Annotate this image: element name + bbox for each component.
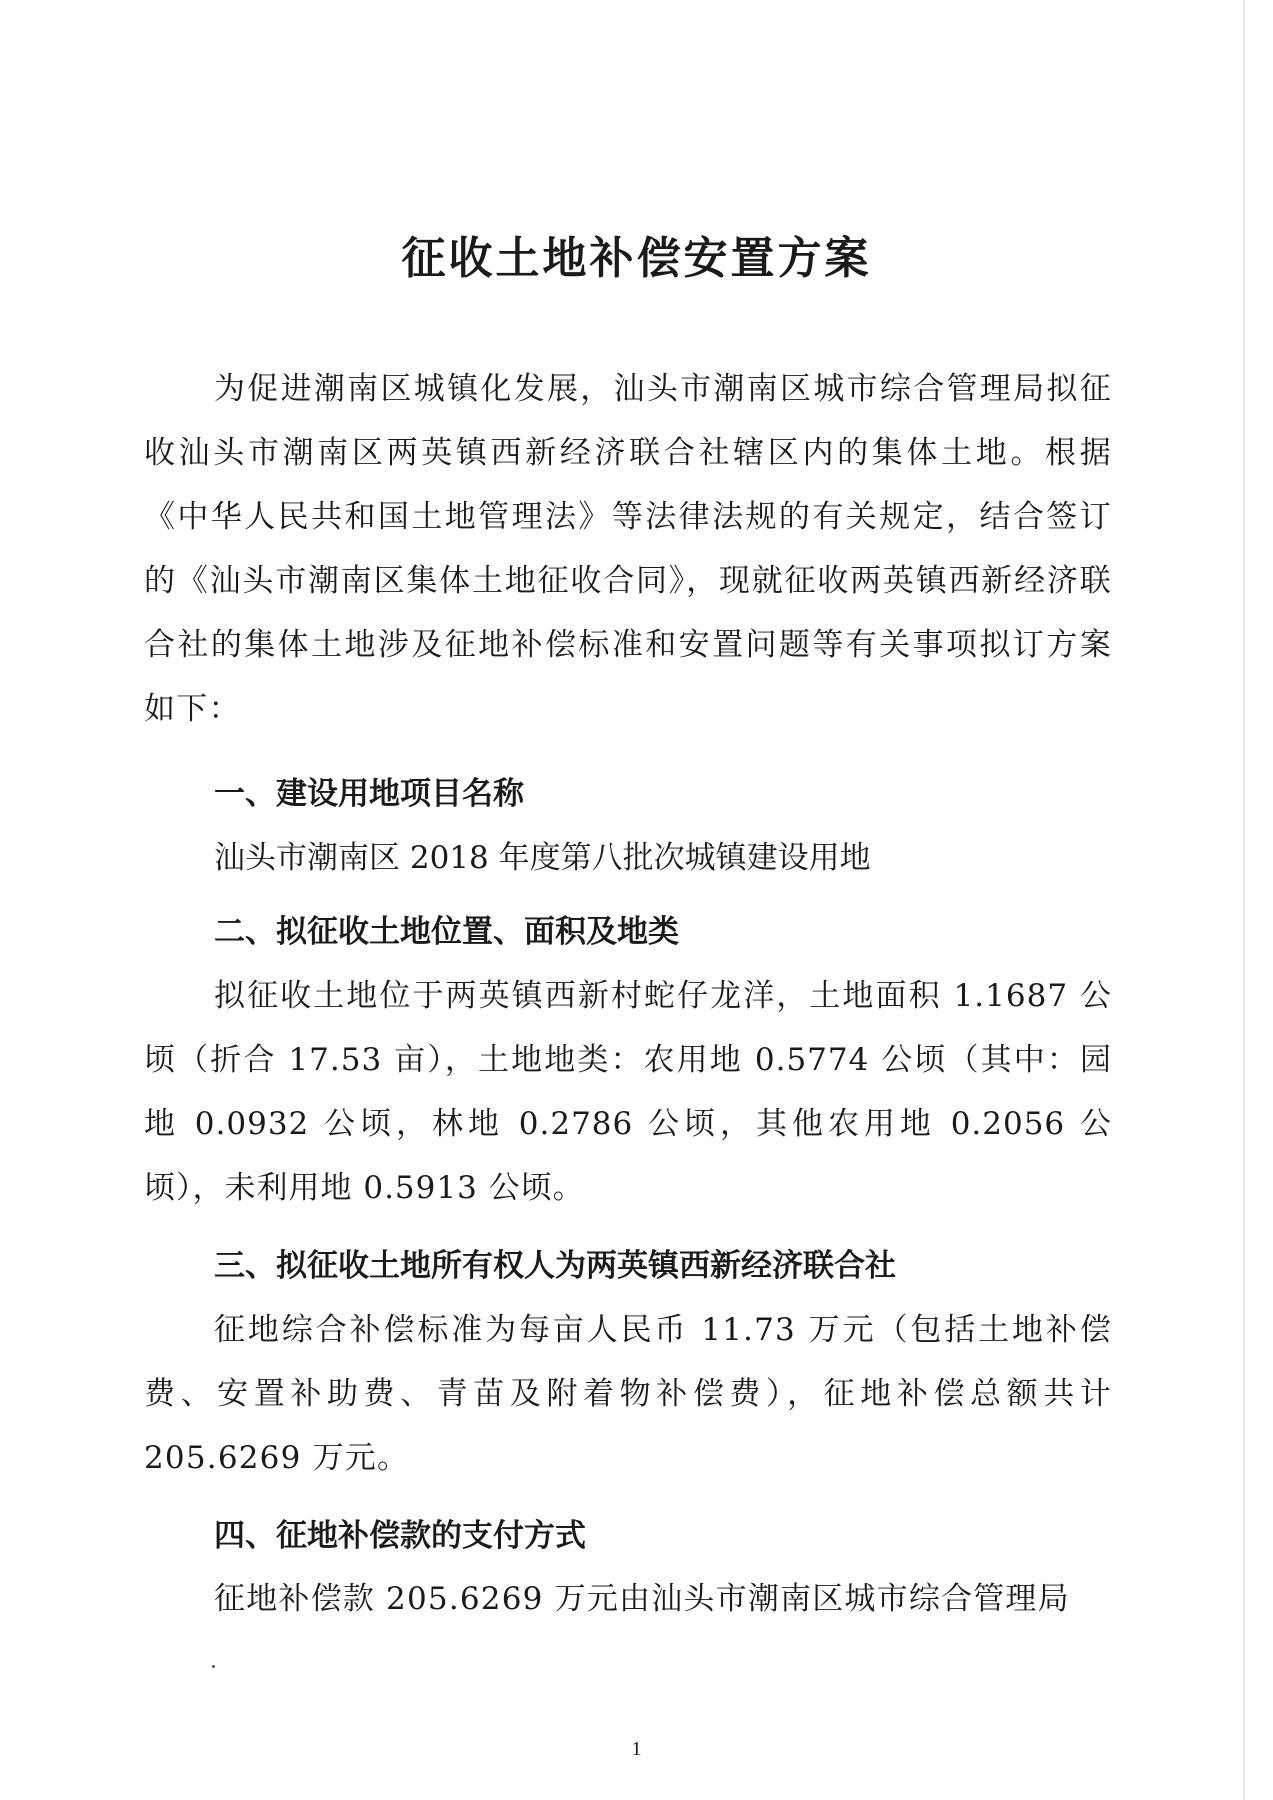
section-4-heading: 四、征地补偿款的支付方式 bbox=[214, 1518, 586, 1554]
intro-paragraph bbox=[144, 357, 1112, 741]
section-3-body bbox=[144, 1298, 1112, 1490]
section-1-heading: 一、建设用地项目名称 bbox=[214, 776, 524, 812]
section-4 bbox=[144, 1504, 1112, 1568]
section-1 bbox=[144, 762, 1112, 826]
section-2-heading: 二、拟征收土地位置、面积及地类 bbox=[214, 914, 679, 950]
section-3-text: 征地综合补偿标准为每亩人民币 11.73 万元（包括土地补偿费、安置补助费、青苗及附着物补偿费），征地补偿总额共计 205.6269 万元。 bbox=[144, 1312, 1112, 1476]
section-4-text: 征地补偿款 205.6269 万元由汕头市潮南区城市综合管理局 bbox=[214, 1581, 1070, 1617]
page-number: 1 bbox=[631, 1738, 642, 1760]
section-2-body bbox=[144, 964, 1112, 1220]
intro-paragraph-text: 为促进潮南区城镇化发展，汕头市潮南区城市综合管理局拟征收汕头市潮南区两英镇西新经济联合社辖区内的集体土地。根据《中华人民共和国土地管理法》等法律法规的有关规定，结合签订的《汕头市潮南区集体土地征收合同》，现就征收两英镇西新经济联合社的集体土地涉及征地补偿标准和安置问题等有关事项拟订方案如下： bbox=[144, 371, 1112, 727]
section-1-text: 汕头市潮南区 2018 年度第八批次城镇建设用地 bbox=[214, 840, 871, 876]
document-title: 征收土地补偿安置方案 bbox=[401, 233, 872, 284]
section-3 bbox=[144, 1234, 1112, 1298]
section-2 bbox=[144, 900, 1112, 964]
section-2-text: 拟征收土地位于两英镇西新村蛇仔龙洋，土地面积 1.1687 公顷（折合 17.53 亩），土地地类：农用地 0.5774 公顷（其中：园地 0.0932 公顷，林地 0.2786 公顷，其他农用地 0.2056 公顷），未利用地 0.5913 公顷。 bbox=[144, 978, 1112, 1206]
section-3-heading: 三、拟征收土地所有权人为两英镇西新经济联合社 bbox=[214, 1248, 896, 1284]
section-1-body bbox=[144, 826, 1112, 890]
scan-speck bbox=[212, 1665, 215, 1668]
section-4-body bbox=[144, 1567, 1112, 1631]
